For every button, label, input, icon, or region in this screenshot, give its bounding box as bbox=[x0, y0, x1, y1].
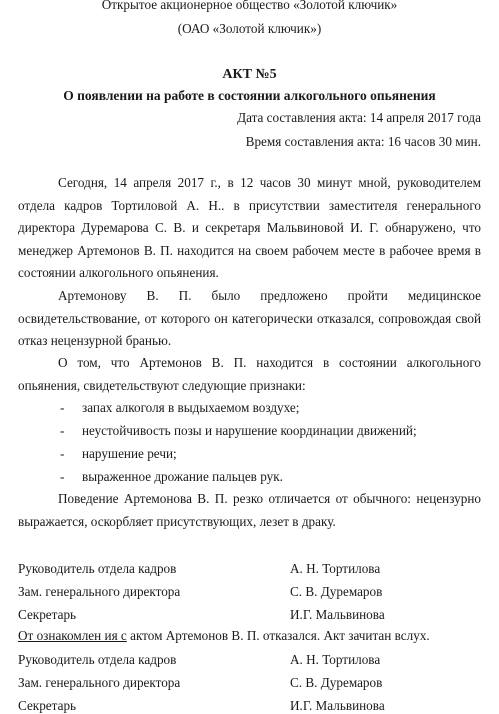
bullet-marker: - bbox=[60, 400, 65, 415]
signatory-name: А. Н. Тортилова bbox=[290, 652, 381, 667]
organization-full-name: Открытое акционерное общество «Золотой ключик» bbox=[101, 0, 398, 12]
act-number: АКТ №5 bbox=[222, 67, 277, 82]
paragraph-refusal: Артемонову В. П. было предложено пройти медицинское освидетельствование, от которого он категорически отказался, сопровождая свой отказ нецензурной бранью. bbox=[18, 288, 481, 349]
signatory-name: И.Г. Мальвинова bbox=[290, 698, 385, 713]
acquaintance-note-underlined: От ознакомлен ия с bbox=[18, 628, 127, 643]
bullet-marker: - bbox=[60, 446, 65, 461]
list-item: нарушение речи; bbox=[82, 446, 177, 461]
act-date: Дата составления акта: 14 апреля 2017 года bbox=[237, 110, 481, 125]
signatory-name: А. Н. Тортилова bbox=[290, 561, 381, 576]
act-time: Время составления акта: 16 часов 30 мин. bbox=[245, 134, 481, 149]
signatory-role: Руководитель отдела кадров bbox=[18, 652, 177, 667]
signatory-role: Зам. генерального директора bbox=[18, 584, 181, 599]
signatory-name: С. В. Дуремаров bbox=[290, 675, 383, 690]
organization-short-name: (ОАО «Золотой ключик») bbox=[177, 21, 322, 36]
acquaintance-note bbox=[18, 628, 430, 644]
signatory-role: Секретарь bbox=[18, 698, 77, 713]
paragraph-signs-intro: О том, что Артемонов В. П. находится в состоянии алкогольного опьянения, свидетельствуют следующие признаки: bbox=[18, 355, 481, 393]
paragraph-behavior: Поведение Артемонова В. П. резко отличается от обычного: нецензурно выражается, оскорбляет присутствующих, лезет в драку. bbox=[18, 491, 481, 529]
acquaintance-note-rest: актом Артемонов В. П. отказался. Акт зачитан вслух. bbox=[126, 628, 430, 643]
act-subject: О появлении на работе в состоянии алкогольного опьянения bbox=[63, 88, 436, 103]
bullet-marker: - bbox=[60, 469, 65, 484]
signatory-name: С. В. Дуремаров bbox=[290, 584, 383, 599]
list-item: выраженное дрожание пальцев рук. bbox=[82, 469, 283, 484]
paragraph-incident: Сегодня, 14 апреля 2017 г., в 12 часов 30 минут мной, руководителем отдела кадров Тортиловой А. Н.. в присутствии заместителя генерального директора Дуремарова С. В. и секретаря Мальвиновой И. Г. обнаружено, что менеджер Артемонов В. П. находится на своем рабочем месте в рабочее время в состоянии алкогольного опьянения. bbox=[18, 175, 481, 281]
signatory-role: Зам. генерального директора bbox=[18, 675, 181, 690]
signatory-role: Секретарь bbox=[18, 607, 77, 622]
list-item: запах алкоголя в выдыхаемом воздухе; bbox=[82, 400, 300, 415]
signatory-name: И.Г. Мальвинова bbox=[290, 607, 385, 622]
list-item: неустойчивость позы и нарушение координации движений; bbox=[82, 423, 417, 438]
bullet-marker: - bbox=[60, 423, 65, 438]
signatory-role: Руководитель отдела кадров bbox=[18, 561, 177, 576]
